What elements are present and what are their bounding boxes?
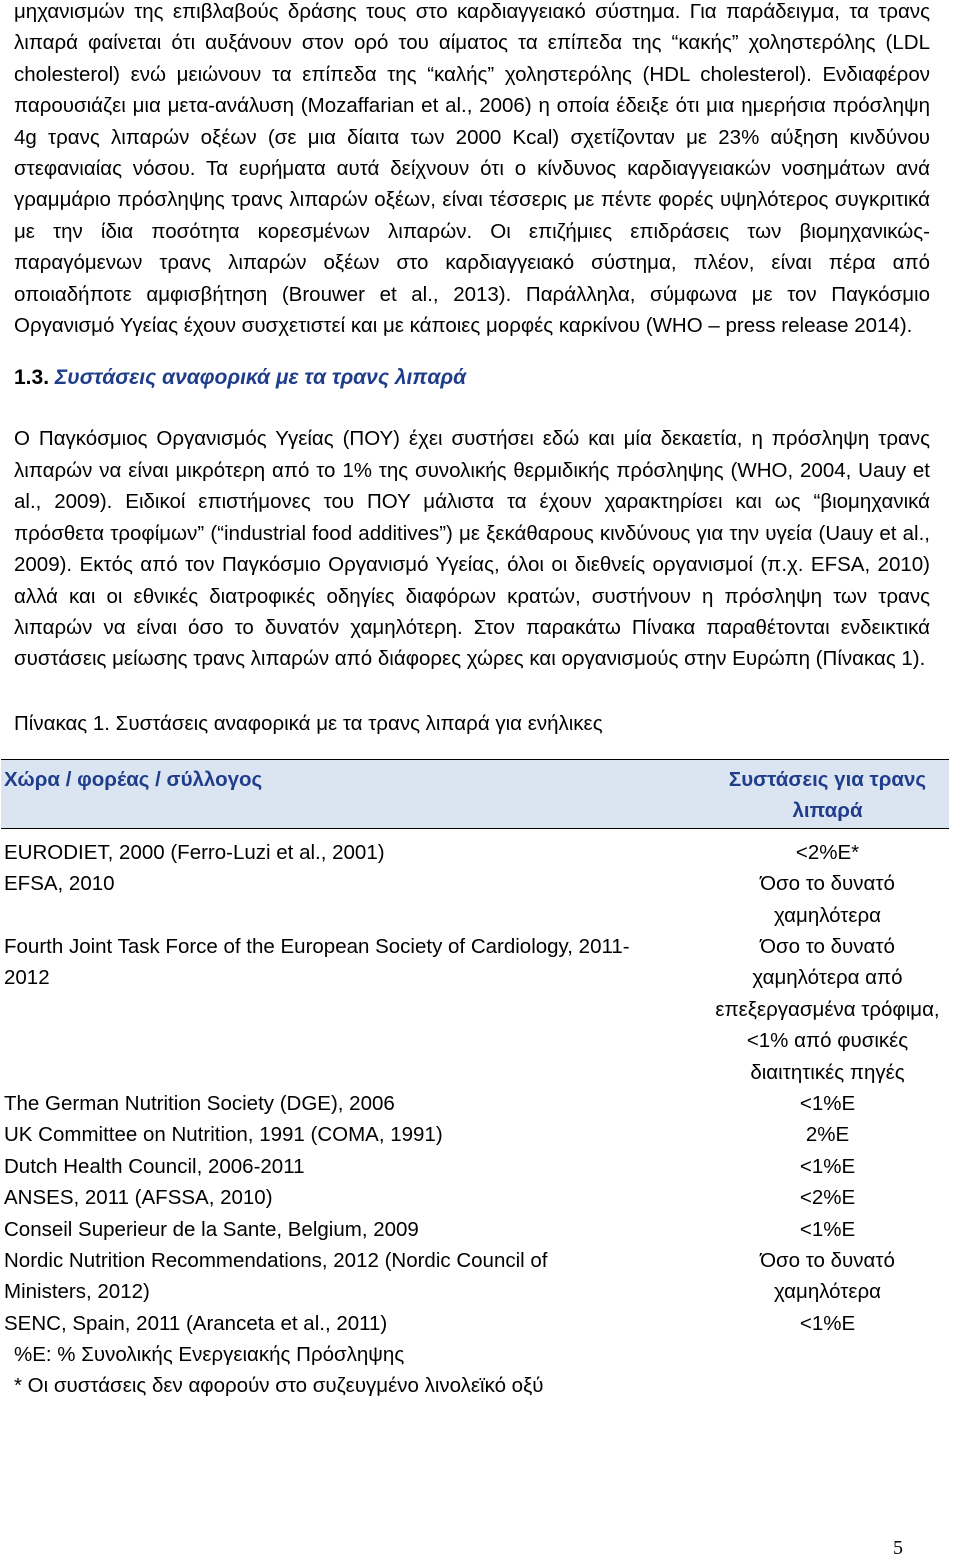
- table-row: [1, 1119, 949, 1150]
- cell-body: Fourth Joint Task Force of the European Society of Cardiology, 2011-2012: [4, 934, 630, 990]
- table-row: [1, 1088, 949, 1119]
- cell-recommendation: Όσο το δυνατό χαμηλότερα: [760, 872, 895, 927]
- cell-body: Conseil Superieur de la Sante, Belgium, 2009: [4, 1217, 419, 1241]
- cell-body: EFSA, 2010: [4, 872, 115, 896]
- cell-body: EURODIET, 2000 (Ferro-Luzi et al., 2001): [4, 840, 385, 864]
- footnote-asterisk: * Οι συστάσεις δεν αφορούν στο συζευγμένο λινολεϊκό οξύ: [14, 1374, 544, 1398]
- cell-recommendation: <2%E: [799, 1186, 856, 1210]
- table-row: [1, 931, 949, 1088]
- table-caption: Πίνακας 1. Συστάσεις αναφορικά με τα τρανς λιπαρά για ενήλικες: [14, 711, 603, 735]
- cell-recommendation: <1%E: [799, 1154, 856, 1178]
- table-row: [1, 1245, 949, 1308]
- table-row: [1, 868, 949, 931]
- section-title-text: Συστάσεις αναφορικά με τα τρανς λιπαρά: [54, 366, 467, 390]
- cell-body: SENC, Spain, 2011 (Aranceta et al., 2011): [4, 1311, 388, 1335]
- cell-body: Dutch Health Council, 2006-2011: [4, 1154, 305, 1178]
- table-row: [1, 837, 949, 868]
- cell-body: Nordic Nutrition Recommendations, 2012 (Nordic Council of Ministers, 2012): [4, 1249, 548, 1304]
- page-number: 5: [893, 1537, 903, 1559]
- document-page: [4, 0, 940, 1401]
- table-row: [1, 1182, 949, 1213]
- cell-body: ANSES, 2011 (AFSSA, 2010): [4, 1186, 273, 1210]
- cell-body: The German Nutrition Society (DGE), 2006: [4, 1091, 395, 1115]
- section-heading: [14, 362, 930, 393]
- section-number: 1.3.: [14, 366, 50, 390]
- body-paragraph-1: μηχανισμών της επιβλαβούς δράσης τους στο καρδιαγγειακό σύστημα. Για παράδειγμα, τα τρανς λιπαρά φαίνεται ότι αυξάνουν στον ορό του αίματος τα επίπεδα της “κακής” χοληστερόλης (LDL cholesterol) ενώ μειώνουν τα επίπεδα της “καλής” χοληστερόλης (HDL cholesterol). Ενδιαφέρον παρουσιάζει μια μετα-ανάλυση (Mozaffarian et al., 2006) η οποία έδειξε ότι μια ημερήσια πρόσληψη 4g τρανς λιπαρών οξέων (σε μια δίαιτα των 2000 Kcal) σχετίζονταν με 23% αύξηση κινδύνου στεφανιαίας νόσου. Τα ευρήματα αυτά δείχνουν ότι ο κίνδυνος καρδιαγγειακών νοσημάτων ανά γραμμάριο πρόσληψης τρανς λιπαρών οξέων, είναι τέσσερις με πέντε φορές υψηλότερος συγκριτικά με την ίδια ποσότητα κορεσμένων λιπαρών. Οι επιζήμιες επιδράσεις των βιομηχανικώς-παραγόμενων τρανς λιπαρών οξέων στο καρδιαγγειακό σύστημα, πλέον, είναι πέρα από οποιαδήποτε αμφισβήτηση (Brouwer et al., 2013). Παράλληλα, σύμφωνα με τον Παγκόσμιο Οργανισμό Υγείας έχουν συσχετιστεί και με κάποιες μορφές καρκίνου (WHO – press release 2014).: [14, 0, 930, 338]
- column-header-body: Χώρα / φορέας / σύλλογος: [1, 759, 706, 828]
- cell-recommendation: <1%E: [799, 1217, 856, 1241]
- cell-recommendation: Όσο το δυνατό χαμηλότερα: [760, 1249, 895, 1304]
- cell-recommendation: 2%E: [805, 1123, 850, 1147]
- cell-recommendation: Όσο το δυνατό χαμηλότερα από επεξεργασμένα τρόφιμα, <1% από φυσικές διαιτητικές πηγές: [715, 934, 940, 1084]
- table-header-row: [1, 759, 949, 828]
- cell-recommendation: <2%E*: [795, 840, 860, 864]
- table-row: [1, 1308, 949, 1339]
- body-paragraph-2: Ο Παγκόσμιος Οργανισμός Υγείας (ΠΟΥ) έχει συστήσει εδώ και μία δεκαετία, η πρόσληψη τρανς λιπαρών να είναι μικρότερη από το 1% της συνολικής θερμιδικής πρόσληψης (WHO, 2004, Uauy et al., 2009). Ειδικοί επιστήμονες του ΠΟΥ μάλιστα τα έχουν χαρακτηρίσει και ως “βιομηχανικά πρόσθετα τροφίμων” (“industrial food additives”) με ξεκάθαρους κινδύνους για την υγεία (Uauy et al., 2009). Εκτός από τον Παγκόσμιο Οργανισμό Υγείας, όλοι οι διεθνείς οργανισμοί (π.χ. EFSA, 2010) αλλά και οι εθνικές διατροφικές οδηγίες διαφόρων κρατών, συστήνουν η πρόσληψη των τρανς λιπαρών να είναι όσο το δυνατόν χαμηλότερη. Στον παρακάτω Πίνακα παραθέτονται ενδεικτικά συστάσεις μείωσης τρανς λιπαρών από διάφορες χώρες και οργανισμούς στην Ευρώπη (Πίνακας 1).: [14, 427, 930, 671]
- column-header-recommendation: Συστάσεις για τρανς λιπαρά: [706, 759, 949, 828]
- cell-body: UK Committee on Nutrition, 1991 (COMA, 1991): [4, 1123, 443, 1147]
- cell-recommendation: <1%E: [799, 1091, 856, 1115]
- footnote-abbreviation: %E: % Συνολικής Ενεργειακής Πρόσληψης: [14, 1343, 405, 1367]
- recommendations-table: [1, 759, 949, 1340]
- cell-recommendation: <1%E: [799, 1311, 856, 1335]
- table-row: [1, 1151, 949, 1182]
- table-row: [1, 1214, 949, 1245]
